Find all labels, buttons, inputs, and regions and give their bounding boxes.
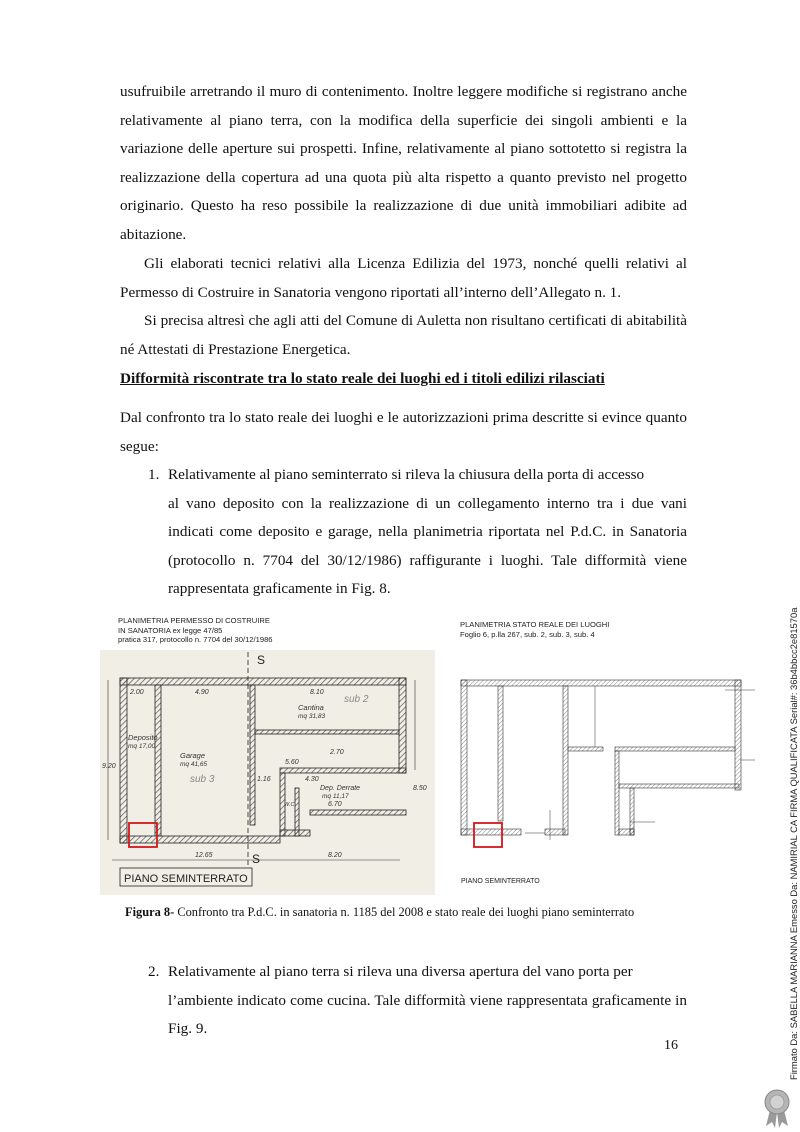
room-area-dep-derrate: mq 11,17 [322, 793, 349, 800]
list-item-text: l’ambiente indicato come cucina. Tale difformità viene rappresentata graficamente in Fig. 9. [168, 991, 687, 1038]
dim-label: 8.10 [310, 689, 324, 696]
room-area-garage: mq 41,65 [180, 761, 208, 768]
dim-label: 9.20 [102, 763, 116, 770]
section-heading: Difformità riscontrate tra lo stato reale dei luoghi ed i titoli edilizi rilasciati [120, 370, 605, 387]
dim-label: 4.30 [305, 776, 319, 783]
dim-label: 2.70 [330, 749, 344, 756]
room-area-cantina: mq 31,83 [298, 713, 326, 720]
list-item-first-line: Relativamente al piano terra si rileva una diversa apertura del vano porta per [168, 963, 633, 980]
caption-label: Figura 8- [125, 905, 175, 919]
list-item [148, 461, 687, 604]
left-plan-title: PLANIMETRIA PERMESSO DI COSTRUIRE IN SANATORIA ex legge 47/85 pratica 317, protocollo n. 7704 del 30/12/1986 [118, 616, 273, 644]
paragraph-3: Si precisa altresì che agli atti del Comune di Auletta non risultano certificati di abitabilità né Attestati di Prestazione Energetica. [120, 312, 687, 358]
dim-label: 2.00 [130, 689, 144, 696]
list-item-number: 2. [148, 963, 160, 980]
dim-label: 8.20 [328, 852, 342, 859]
list-item [148, 958, 687, 1044]
dim-label: 8.50 [413, 785, 427, 792]
room-label-dep-derrate: Dep. Derrate [320, 785, 361, 792]
room-area-deposito: mq 17,00 [128, 743, 156, 750]
seal-icon [760, 1088, 794, 1128]
dim-label: 1.16 [257, 776, 271, 783]
paragraph-2: Gli elaborati tecnici relativi alla Licenza Edilizia del 1973, nonché quelli relativi al Permesso di Costruire in Sanatoria vengono riportati all’interno dell’Allegato n. 1. [120, 255, 687, 301]
paragraph-1: usufruibile arretrando il muro di contenimento. Inoltre leggere modifiche si registrano anche relativamente al piano terra, con la modifica della superficie dei singoli ambienti e la variazione delle aperture sui prospetti. Infine, relativamente al piano sottotetto si registra la realizzazione della copertura ad una quota più alta rispetto a quanto previsto nel progetto originario. Questo ha reso possibile la realizzazione di due unità immobiliari adibite ad abitazione. [120, 83, 687, 243]
floor-name: PIANO SEMINTERRATO [124, 873, 248, 885]
right-plan-title: PLANIMETRIA STATO REALE DEI LUOGHI Foglio 6, p.lla 267, sub. 2, sub. 3, sub. 4 [460, 620, 610, 639]
floor-name: PIANO SEMINTERRATO [461, 878, 540, 885]
page-number: 16 [664, 1038, 678, 1053]
paragraph-4: Dal confronto tra lo stato reale dei luoghi e le autorizzazioni prima descritte si evince quanto segue: [120, 409, 687, 455]
caption-text: Confronto tra P.d.C. in sanatoria n. 1185 del 2008 e stato reale dei luoghi piano seminterrato [174, 905, 635, 919]
left-floor-plan [100, 650, 435, 895]
room-label-deposito: Deposito [128, 733, 158, 742]
section-mark-top: S [257, 653, 266, 667]
right-floor-plan [455, 670, 755, 885]
room-label-wc: W.C. [284, 802, 297, 808]
room-label-cantina: Cantina [298, 703, 324, 712]
signature-text: Firmato Da: SABELLA MARIANNA Emesso Da: NAMIRIAL CA FIRMA QUALIFICATA Serial#: 36b4bbcc2e81570a [788, 607, 799, 1080]
figure-caption [125, 905, 634, 920]
dim-label: 6.70 [328, 801, 342, 808]
section-mark-bottom: S [252, 852, 261, 866]
dim-label: 12.65 [195, 852, 213, 859]
list-item-number: 1. [148, 466, 160, 483]
list-item-first-line: Relativamente al piano seminterrato si rileva la chiusura della porta di accesso [168, 466, 645, 483]
room-label-garage: Garage [180, 751, 206, 760]
list-item-text: al vano deposito con la realizzazione di un collegamento interno tra i due vani indicati come deposito e garage, nella planimetria riportata nel P.d.C. in Sanatoria (protocollo n. 7704 del 30/12/1986) raffigurante i luoghi. Tale difformità viene rappresentata graficamente in Fig. 8. [168, 494, 687, 598]
dim-label: 4.90 [195, 689, 209, 696]
dim-label: 5.60 [285, 759, 299, 766]
sub-label-2: sub 2 [344, 694, 369, 705]
sub-label-3: sub 3 [190, 774, 215, 785]
